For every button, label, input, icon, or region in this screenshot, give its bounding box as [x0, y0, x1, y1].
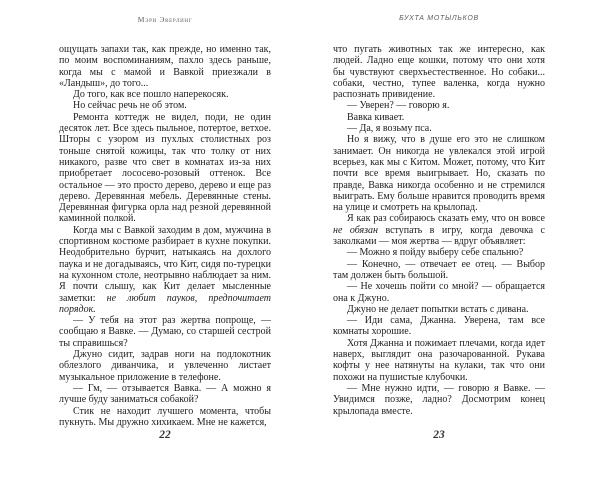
text-run: Когда мы с Вавкой заходим в дом, мужчина в спортивном костюме разбирает в кухне покупки. Неодобрительно бурчит, натыкаясь на дохлого паука и не догадываясь, что Кит, сидя по-турецки на кухонном столе, неотрывно наблюдает за ним. Я почти слышу, как Кит делает мысленные заметки: — [59, 224, 271, 304]
text-run: Стик не находит лучшего момента, чтобы пукнуть. Мы дружно хихикаем. Мне не кажется, — [59, 405, 271, 428]
paragraph — [333, 112, 545, 123]
page-body-right — [333, 44, 545, 428]
paragraph — [333, 338, 545, 383]
paragraph — [333, 304, 545, 315]
paragraph — [59, 89, 271, 100]
text-run: — Уверен? — говорю я. — [347, 100, 450, 112]
text-run: Но я вижу, что в душе его это не слишком занимает. Он никогда не увлекался этой игрой всерьез, как мы с Китом. Может, потому, что Кит почти все время выигрывает. Но, сказать по правде, Вавка никогда особенно и не стремился выиграть. Ему больше нравится проводить время на улице и смотреть на крылопад. — [333, 134, 545, 214]
text-run: — Мне нужно идти, — говорю я Вавке. — Увидимся позже, ладно? Досмотрим конец крылопада вместе. — [333, 382, 545, 417]
paragraph — [59, 44, 271, 89]
paragraph — [59, 225, 271, 315]
paragraph — [59, 383, 271, 406]
running-head-title: БУХТА МОТЫЛЬКОВ — [399, 15, 479, 22]
paragraph — [59, 349, 271, 383]
paragraph — [333, 259, 545, 282]
text-run: — Гм, — отзывается Вавка. — А можно я лучше буду заниматься собакой? — [59, 382, 271, 406]
text-run: — Да, я возьму пса. — [347, 123, 432, 135]
paragraph — [59, 100, 271, 111]
paragraph — [333, 281, 545, 304]
text-run: не обязан — [333, 224, 378, 236]
text-run: не любит пауков, предпочитает порядок. — [59, 292, 271, 315]
text-run: — Конечно, — отвечает ее отец. — Выбор там должен быть большой. — [333, 258, 545, 281]
text-run: До того, как все пошло наперекосяк. — [73, 89, 229, 101]
page-right — [333, 0, 545, 485]
paragraph — [333, 44, 545, 100]
paragraph — [333, 247, 545, 258]
text-run: Джуно сидит, задрав ноги на подлокотник облезлого диванчика, и увлеченно листает музыкальное приложение в телефоне. — [59, 349, 271, 383]
paragraph — [59, 315, 271, 349]
paragraph — [59, 112, 271, 225]
text-run: Вавка кивает. — [347, 111, 405, 123]
text-run: ощущать запахи так, как прежде, но именно так, по моим воспоминаниям, пахло здесь раньше, когда мы с мамой и Вавкой приезжали в «Ландыш», до того... — [59, 44, 271, 89]
paragraph — [333, 134, 545, 213]
text-run: Ремонта коттедж не видел, поди, не один десяток лет. Все здесь пыльное, потертое, ветхое. Шторы с узором из пухлых столистных роз тоньше снятой кожицы, так что толку от них никакого, разве что свет в комнатах из-за них приобретает лососево-розовый оттенок. Все остальное — это просто дерево, дерево и еще раз дерево. Деревянная мебель. Деревянные стены. Деревянная фигурка орла над резной деревянной каминной полкой. — [59, 111, 271, 225]
paragraph — [333, 213, 545, 247]
page-number-left: 22 — [159, 429, 171, 441]
text-run: — Иди сама, Джанна. Уверена, там все комнаты хорошие. — [333, 315, 545, 338]
page-body-left — [59, 44, 271, 428]
paragraph — [333, 100, 545, 111]
paragraph — [59, 406, 271, 429]
text-run: что пугать животных так же интересно, как людей. Ладно еще кошки, потому что они хотя бы чувствуют сверхъестественное. Но собаки... собаки, честно, тупее валенка, когда нужно распознать привидение. — [333, 44, 545, 101]
paragraph — [333, 383, 545, 417]
page-left — [59, 0, 271, 485]
text-run: — У тебя на этот раз жертва попроще, — сообщаю я Вавке. — Думаю, со старшей сестрой ты справишься? — [59, 315, 271, 349]
text-run: — Можно я пойду выберу себе спальню? — [347, 247, 524, 259]
page-number-right: 23 — [433, 429, 445, 441]
paragraph — [333, 123, 545, 134]
text-run: Но сейчас речь не об этом. — [73, 100, 187, 112]
text-run: Я как раз собираюсь сказать ему, что он вовсе — [347, 213, 545, 225]
text-run: — Не хочешь пойти со мной? — обращается она к Джуно. — [333, 281, 545, 304]
running-head-author: Мэри Эверлинг — [137, 15, 193, 24]
text-run: вступать в игру, когда девочка с заколками — моя жертва — вдруг объявляет: — [333, 224, 545, 248]
text-run: Хотя Джанна и пожимает плечами, когда идет наверх, выглядит она разочарованной. Рукава кофты у нее натянуты на кулаки, так что они похожи на пушистые клубочки. — [333, 337, 545, 383]
paragraph — [333, 315, 545, 338]
text-run: Джуно не делает попытки встать с дивана. — [347, 303, 529, 315]
